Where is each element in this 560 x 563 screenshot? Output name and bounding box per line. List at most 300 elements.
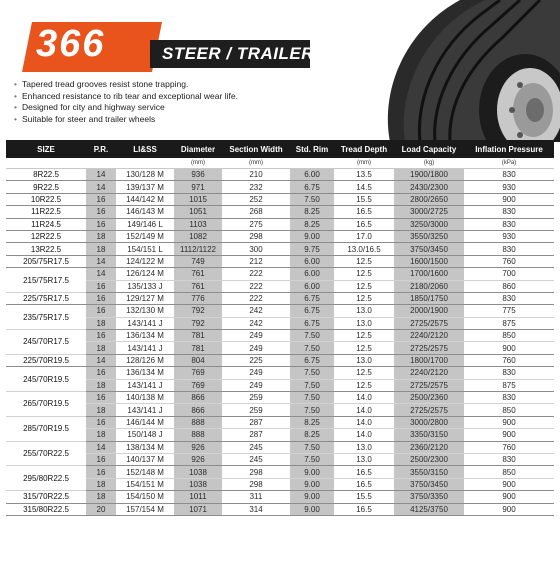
table-cell: 287 [222,416,290,428]
table-cell: 14 [86,441,116,453]
table-cell: 760 [464,441,554,453]
table-cell: 152/148 M [116,466,174,478]
table-row [6,379,554,391]
table-cell: 9.00 [290,230,334,242]
model-number: 366 [36,23,106,65]
unit-cell: (kg) [394,158,464,169]
table-cell: 830 [464,392,554,404]
size-cell: 315/80R22.5 [6,503,86,515]
feature-text: Suitable for steer and trailer wheels [22,113,156,124]
table-cell: 314 [222,503,290,515]
table-cell: 242 [222,305,290,317]
table-cell: 8.25 [290,218,334,230]
feature-text: Tapered tread grooves resist stone trapping. [22,79,189,89]
table-cell: 298 [222,230,290,242]
table-cell: 144/142 M [116,193,174,205]
table-cell: 128/126 M [116,354,174,366]
table-row [6,181,554,193]
feature-item [14,114,238,126]
feature-item [14,102,238,114]
size-cell: 265/70R19.5 [6,392,86,417]
size-cell: 9R22.5 [6,181,86,193]
table-cell: 140/137 M [116,453,174,465]
table-cell: 7.50 [290,453,334,465]
table-cell: 135/133 J [116,280,174,292]
table-cell: 18 [86,478,116,490]
table-cell: 259 [222,392,290,404]
size-cell: 245/70R17.5 [6,330,86,355]
table-cell: 1071 [174,503,222,515]
table-cell: 15.5 [334,491,394,503]
table-row [6,206,554,218]
table-row [6,404,554,416]
table-cell: 2430/2300 [394,181,464,193]
size-cell: 235/75R17.5 [6,305,86,330]
table-cell: 249 [222,330,290,342]
table-cell: 900 [464,491,554,503]
table-cell: 866 [174,404,222,416]
table-cell: 12.5 [334,280,394,292]
table-cell: 18 [86,379,116,391]
tire-image [350,0,560,142]
table-cell: 16 [86,292,116,304]
table-cell: 146/144 M [116,416,174,428]
table-cell: 775 [464,305,554,317]
size-cell: 315/70R22.5 [6,491,86,503]
table-cell: 830 [464,243,554,255]
table-cell: 926 [174,453,222,465]
table-cell: 14 [86,268,116,280]
table-row [6,453,554,465]
table-cell: 6.00 [290,255,334,267]
table-cell: 13.0 [334,441,394,453]
table-cell: 7.50 [290,330,334,342]
table-cell: 143/141 J [116,342,174,354]
table-cell: 8.25 [290,206,334,218]
category-label: STEER / TRAILER [162,44,315,63]
table-cell: 804 [174,354,222,366]
table-cell: 7.50 [290,392,334,404]
table-cell: 15.5 [334,193,394,205]
table-row [6,429,554,441]
table-cell: 3750/3350 [394,491,464,503]
table-cell: 154/151 L [116,243,174,255]
col-header-diameter: Diameter [174,140,222,158]
table-cell: 146/143 M [116,206,174,218]
table-cell: 129/127 M [116,292,174,304]
table-cell: 14 [86,169,116,181]
col-header-tread-depth: Tread Depth [334,140,394,158]
table-row [6,268,554,280]
table-cell: 287 [222,429,290,441]
table-cell: 1038 [174,478,222,490]
table-cell: 2240/2120 [394,330,464,342]
size-cell: 13R22.5 [6,243,86,255]
table-cell: 7.50 [290,367,334,379]
table-cell: 930 [464,181,554,193]
col-header-load-capacity: Load Capacity [394,140,464,158]
table-cell: 8.25 [290,429,334,441]
bullet-icon: • [14,90,17,101]
table-cell: 16.5 [334,466,394,478]
table-cell: 900 [464,503,554,515]
table-cell: 14.0 [334,404,394,416]
product-header [0,0,560,135]
col-header-size: SIZE [6,140,86,158]
table-cell: 761 [174,268,222,280]
table-row [6,317,554,329]
table-cell: 3000/2800 [394,416,464,428]
table-cell: 132/130 M [116,305,174,317]
table-cell: 16.5 [334,503,394,515]
table-cell: 14 [86,181,116,193]
table-cell: 781 [174,342,222,354]
table-cell: 760 [464,255,554,267]
table-cell: 7.50 [290,193,334,205]
table-cell: 13.0 [334,453,394,465]
table-cell: 20 [86,503,116,515]
table-row [6,330,554,342]
size-cell: 215/75R17.5 [6,268,86,293]
table-cell: 18 [86,243,116,255]
table-cell: 4125/3750 [394,503,464,515]
table-cell: 2725/2575 [394,379,464,391]
table-cell: 2725/2575 [394,404,464,416]
feature-item [14,91,238,103]
table-cell: 12.5 [334,292,394,304]
table-cell: 12.5 [334,367,394,379]
table-row [6,218,554,230]
table-cell: 311 [222,491,290,503]
table-cell: 792 [174,317,222,329]
table-cell: 16 [86,392,116,404]
table-cell: 3550/3150 [394,466,464,478]
table-cell: 14.0 [334,416,394,428]
table-cell: 1051 [174,206,222,218]
table-row [6,392,554,404]
table-cell: 7.50 [290,379,334,391]
table-cell: 866 [174,392,222,404]
table-cell: 930 [464,230,554,242]
table-cell: 1850/1750 [394,292,464,304]
table-cell: 16 [86,218,116,230]
table-cell: 700 [464,268,554,280]
table-row [6,491,554,503]
table-cell: 157/154 M [116,503,174,515]
table-cell: 126/124 M [116,268,174,280]
feature-text: Designed for city and highway service [22,102,165,112]
table-cell: 926 [174,441,222,453]
table-cell: 245 [222,441,290,453]
table-cell: 2500/2360 [394,392,464,404]
table-cell: 6.75 [290,181,334,193]
table-cell: 16 [86,193,116,205]
table-cell: 259 [222,404,290,416]
table-cell: 1112/1122 [174,243,222,255]
table-cell: 760 [464,354,554,366]
table-cell: 830 [464,453,554,465]
table-cell: 1082 [174,230,222,242]
table-cell: 130/128 M [116,169,174,181]
table-cell: 3250/3000 [394,218,464,230]
table-cell: 18 [86,404,116,416]
table-cell: 249 [222,379,290,391]
table-cell: 249 [222,367,290,379]
size-cell: 295/80R22.5 [6,466,86,491]
table-cell: 875 [464,379,554,391]
table-cell: 6.00 [290,268,334,280]
size-cell: 225/75R17.5 [6,292,86,304]
table-cell: 17.0 [334,230,394,242]
table-cell: 9.00 [290,503,334,515]
table-row [6,292,554,304]
table-cell: 138/134 M [116,441,174,453]
table-cell: 140/138 M [116,392,174,404]
table-cell: 12.5 [334,255,394,267]
table-cell: 830 [464,367,554,379]
bullet-icon: • [14,79,17,89]
table-row [6,478,554,490]
table-cell: 252 [222,193,290,205]
unit-cell: (mm) [174,158,222,169]
table-header-row [6,140,554,158]
table-cell: 1015 [174,193,222,205]
table-cell: 769 [174,379,222,391]
table-cell: 6.75 [290,354,334,366]
table-cell: 850 [464,404,554,416]
table-cell: 2180/2060 [394,280,464,292]
table-cell: 13.0 [334,317,394,329]
table-cell: 300 [222,243,290,255]
table-cell: 1700/1600 [394,268,464,280]
table-cell: 14.0 [334,429,394,441]
table-cell: 3750/3450 [394,243,464,255]
col-header-inflation-pressure: Inflation Pressure [464,140,554,158]
table-cell: 275 [222,218,290,230]
size-cell: 11R24.5 [6,218,86,230]
table-cell: 13.0 [334,354,394,366]
table-cell: 154/151 M [116,478,174,490]
table-cell: 792 [174,305,222,317]
table-cell: 2725/2575 [394,317,464,329]
table-cell: 268 [222,206,290,218]
table-cell: 9.00 [290,491,334,503]
table-cell: 18 [86,230,116,242]
table-cell: 12.5 [334,342,394,354]
table-cell: 1103 [174,218,222,230]
table-cell: 900 [464,416,554,428]
table-cell: 249 [222,342,290,354]
table-cell: 900 [464,478,554,490]
unit-cell [290,158,334,169]
table-row [6,466,554,478]
col-header-std-rim: Std. Rim [290,140,334,158]
table-cell: 900 [464,429,554,441]
table-cell: 18 [86,317,116,329]
table-cell: 12.5 [334,379,394,391]
unit-cell [116,158,174,169]
size-cell: 205/75R17.5 [6,255,86,267]
table-cell: 830 [464,206,554,218]
table-cell: 7.50 [290,441,334,453]
table-cell: 900 [464,342,554,354]
table-cell: 210 [222,169,290,181]
unit-cell: (kPa) [464,158,554,169]
table-cell: 7.50 [290,342,334,354]
table-cell: 124/122 M [116,255,174,267]
size-cell: 8R22.5 [6,169,86,181]
table-cell: 769 [174,367,222,379]
table-cell: 16 [86,206,116,218]
table-cell: 14 [86,354,116,366]
table-cell: 16 [86,280,116,292]
table-cell: 222 [222,292,290,304]
table-cell: 2500/2300 [394,453,464,465]
table-cell: 888 [174,429,222,441]
unit-cell: (mm) [222,158,290,169]
table-cell: 8.25 [290,416,334,428]
table-cell: 888 [174,416,222,428]
table-cell: 18 [86,429,116,441]
table-cell: 850 [464,466,554,478]
table-cell: 936 [174,169,222,181]
table-row [6,305,554,317]
table-cell: 2360/2120 [394,441,464,453]
table-cell: 136/134 M [116,330,174,342]
table-cell: 13.0/16.5 [334,243,394,255]
table-cell: 13.5 [334,169,394,181]
table-cell: 7.50 [290,404,334,416]
table-cell: 6.75 [290,292,334,304]
table-cell: 3350/3150 [394,429,464,441]
table-cell: 16 [86,305,116,317]
table-cell: 6.75 [290,317,334,329]
table-cell: 6.75 [290,305,334,317]
table-cell: 1800/1700 [394,354,464,366]
table-cell: 1011 [174,491,222,503]
table-cell: 136/134 M [116,367,174,379]
table-cell: 16.5 [334,218,394,230]
table-cell: 14 [86,255,116,267]
size-cell: 11R22.5 [6,206,86,218]
table-cell: 13.0 [334,305,394,317]
table-cell: 749 [174,255,222,267]
table-cell: 1038 [174,466,222,478]
table-cell: 143/141 J [116,379,174,391]
table-cell: 212 [222,255,290,267]
table-cell: 16.5 [334,206,394,218]
table-cell: 14.5 [334,181,394,193]
table-cell: 830 [464,169,554,181]
table-cell: 12.5 [334,268,394,280]
unit-cell: (mm) [334,158,394,169]
table-row [6,230,554,242]
size-cell: 285/70R19.5 [6,416,86,441]
table-cell: 16 [86,466,116,478]
table-cell: 222 [222,268,290,280]
table-cell: 16 [86,330,116,342]
table-cell: 14.0 [334,392,394,404]
unit-cell [86,158,116,169]
table-cell: 1600/1500 [394,255,464,267]
table-cell: 16.5 [334,478,394,490]
table-cell: 2240/2120 [394,367,464,379]
table-cell: 18 [86,342,116,354]
spec-table-wrapper [6,140,554,516]
table-row [6,193,554,205]
table-cell: 222 [222,280,290,292]
size-cell: 10R22.5 [6,193,86,205]
table-cell: 16 [86,416,116,428]
col-header-section-width: Section Width [222,140,290,158]
table-cell: 245 [222,453,290,465]
table-cell: 152/149 M [116,230,174,242]
table-cell: 3750/3450 [394,478,464,490]
table-row [6,255,554,267]
table-row [6,367,554,379]
table-cell: 761 [174,280,222,292]
table-cell: 232 [222,181,290,193]
size-cell: 225/70R19.5 [6,354,86,366]
table-cell: 242 [222,317,290,329]
feature-list [14,79,238,125]
table-row [6,342,554,354]
table-cell: 900 [464,193,554,205]
table-cell: 830 [464,218,554,230]
table-cell: 150/148 J [116,429,174,441]
bullet-icon: • [14,113,17,124]
spec-table [6,140,554,516]
table-cell: 776 [174,292,222,304]
col-header-pr: P.R. [86,140,116,158]
table-cell: 9.00 [290,478,334,490]
table-cell: 6.00 [290,280,334,292]
table-cell: 225 [222,354,290,366]
size-cell: 12R22.5 [6,230,86,242]
table-cell: 1900/1800 [394,169,464,181]
table-cell: 6.00 [290,169,334,181]
size-cell: 245/70R19.5 [6,367,86,392]
spec-table-body [6,169,554,516]
table-cell: 2800/2650 [394,193,464,205]
table-cell: 830 [464,292,554,304]
table-cell: 850 [464,330,554,342]
bullet-icon: • [14,102,17,112]
table-cell: 16 [86,367,116,379]
table-row [6,169,554,181]
table-cell: 2725/2575 [394,342,464,354]
table-row [6,441,554,453]
table-cell: 18 [86,491,116,503]
table-row [6,280,554,292]
col-header-liss: LI&SS [116,140,174,158]
size-cell: 255/70R22.5 [6,441,86,466]
table-cell: 12.5 [334,330,394,342]
table-cell: 149/146 L [116,218,174,230]
table-cell: 3550/3250 [394,230,464,242]
table-cell: 298 [222,478,290,490]
table-row [6,503,554,515]
table-cell: 2000/1900 [394,305,464,317]
table-units-row [6,158,554,169]
table-cell: 9.75 [290,243,334,255]
table-cell: 139/137 M [116,181,174,193]
table-cell: 3000/2725 [394,206,464,218]
table-cell: 9.00 [290,466,334,478]
table-cell: 860 [464,280,554,292]
table-cell: 971 [174,181,222,193]
table-cell: 16 [86,453,116,465]
